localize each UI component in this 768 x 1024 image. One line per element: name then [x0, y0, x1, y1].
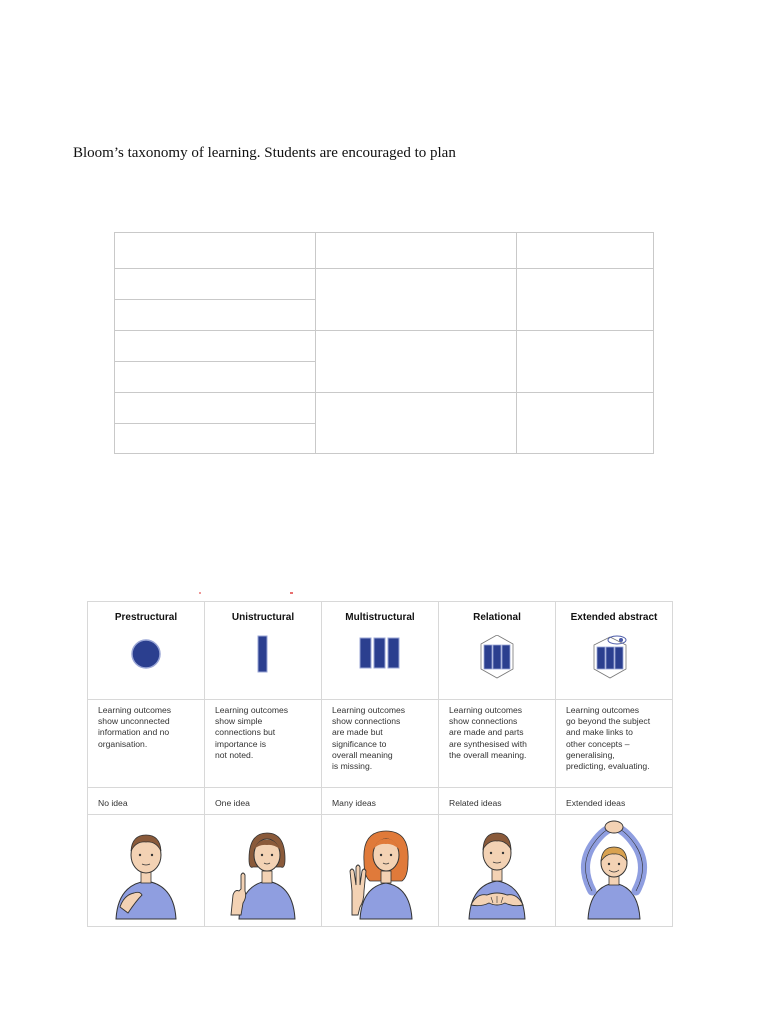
stage-header	[88, 602, 205, 700]
one-finger-raised-illustration	[213, 815, 313, 923]
table-cell	[316, 269, 517, 331]
stage-summary: No idea	[88, 788, 205, 815]
table-cell	[316, 331, 517, 393]
description-text: Learning outcomes show unconnected information and no organisation.	[98, 705, 172, 749]
description-text: Learning outcomes go beyond the subject and make links to other concepts – generalising, predicting, evaluating.	[566, 705, 651, 772]
table-cell	[517, 331, 654, 393]
stage-illustration	[88, 815, 205, 927]
stage-title: Extended abstract	[570, 612, 658, 623]
single-bar-icon	[233, 635, 293, 679]
stage-description	[88, 700, 205, 788]
table-cell	[115, 393, 316, 424]
bars-in-diamond-with-loop-icon	[584, 635, 644, 679]
hand-on-chest-illustration	[96, 815, 196, 923]
stage-illustration	[439, 815, 556, 927]
hands-above-head-illustration	[564, 815, 664, 923]
stage-header	[322, 602, 439, 700]
stage-header	[205, 602, 322, 700]
stage-title: Relational	[473, 612, 521, 623]
stage-header	[439, 602, 556, 700]
table-cell	[115, 362, 316, 393]
stage-description	[322, 700, 439, 788]
stage-illustration	[205, 815, 322, 927]
table-cell	[115, 300, 316, 331]
stage-summary: Extended ideas	[556, 788, 673, 815]
stage-title: Multistructural	[345, 612, 415, 623]
table-cell	[115, 233, 316, 269]
three-bars-icon	[350, 635, 410, 679]
description-text: Learning outcomes show connections are made and parts are synthesised with the overall meaning.	[449, 705, 527, 760]
solo-taxonomy-table	[87, 601, 673, 927]
stage-title: Prestructural	[114, 612, 178, 623]
stage-description	[205, 700, 322, 788]
table-cell	[316, 393, 517, 454]
table-cell	[115, 331, 316, 362]
stage-description	[556, 700, 673, 788]
stage-summary: Related ideas	[439, 788, 556, 815]
intro-text: Bloom’s taxonomy of learning. Students are encouraged to plan	[73, 145, 456, 161]
stage-illustration	[322, 815, 439, 927]
bars-in-diamond-icon	[467, 635, 527, 679]
stage-header	[556, 602, 673, 700]
table-cell	[517, 233, 654, 269]
table-cell	[115, 424, 316, 454]
stage-title: Unistructural	[231, 612, 295, 623]
table-cell	[517, 393, 654, 454]
planning-table	[114, 232, 654, 454]
filled-circle-icon	[116, 635, 176, 679]
stage-summary: Many ideas	[322, 788, 439, 815]
stage-illustration	[556, 815, 673, 927]
scan-marks	[198, 590, 298, 598]
table-cell	[517, 269, 654, 331]
description-text: Learning outcomes show connections are made but significance to overall meaning is missing.	[332, 705, 406, 772]
hands-interlocked-illustration	[447, 815, 547, 923]
three-fingers-raised-illustration	[330, 815, 430, 923]
stage-description	[439, 700, 556, 788]
description-text: Learning outcomes show simple connections but importance is not noted.	[215, 705, 289, 760]
stage-summary: One idea	[205, 788, 322, 815]
table-cell	[316, 233, 517, 269]
table-cell	[115, 269, 316, 300]
